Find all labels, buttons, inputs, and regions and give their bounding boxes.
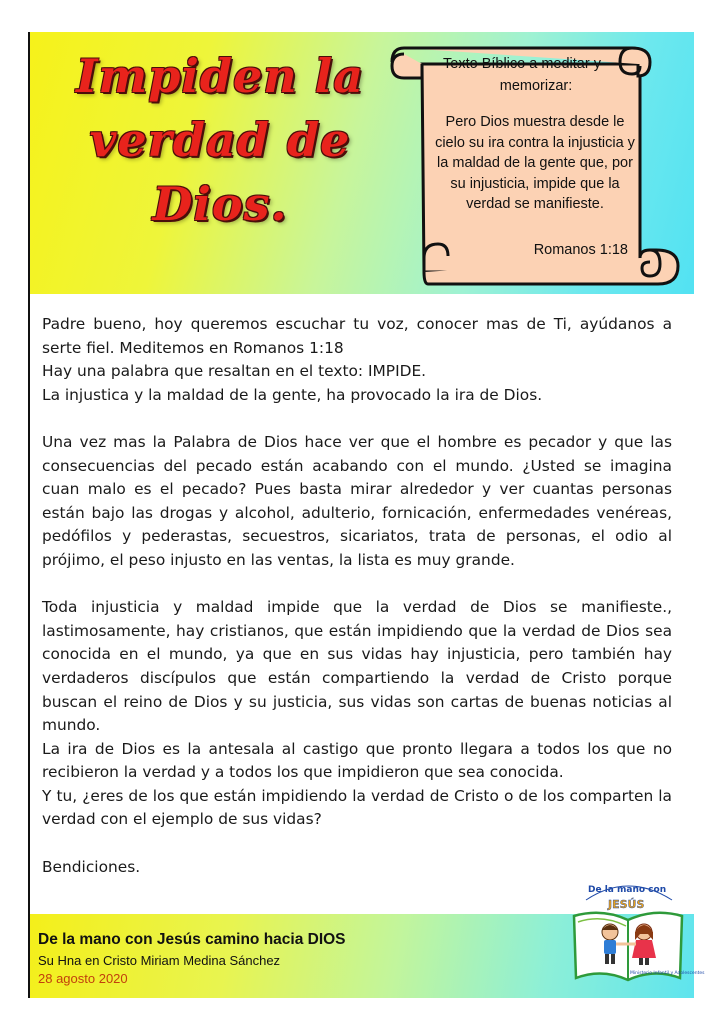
logo-side-text: Ministerio Infantil y Adolescentes: [630, 971, 705, 976]
title-line-2: verdad de: [89, 113, 351, 167]
paragraph-5: Y tu, ¿eres de los que están impidiendo la verdad de Cristo o de los comparten la verdad con el ejemplo de sus vidas?: [42, 786, 672, 829]
verse-heading-line-2: memorizar:: [499, 78, 573, 94]
intro-line-3: La injustica y la maldad de la gente, ha provocado la ira de Dios.: [42, 385, 543, 404]
footer-title: De la mano con Jesús camino hacia DIOS: [38, 931, 346, 948]
paragraph-3: Toda injusticia y maldad impide que la verdad de Dios se manifieste., lastimosamente, hay cristianos, que están impidiendo que la verdad de Dios sea conocida en el mundo, ya que en sus vidas hay injusticia, pero también hay verdaderos discípulos que están compartiendo la verdad de Cristo porque buscan el reino de Dios y su justicia, sus vidas son cartas de buenas noticias al mundo.: [42, 598, 672, 735]
footer-author: Su Hna en Cristo Miriam Medina Sánchez: [38, 953, 281, 968]
logo-top-text: De la mano con: [588, 885, 667, 895]
closing-text: Bendiciones.: [42, 857, 141, 876]
intro-line-1: Padre bueno, hoy queremos escuchar tu voz, conocer mas de Ti, ayúdanos a serte fiel. Meditemos en Romanos 1:18: [42, 315, 672, 357]
ministry-logo: [568, 870, 705, 988]
page-title: [50, 44, 390, 236]
intro-line-2: Hay una palabra que resaltan en el texto: IMPIDE.: [42, 362, 427, 381]
verse-reference: Romanos 1:18: [533, 242, 628, 258]
devotional-body: [42, 313, 672, 903]
paragraph-2: Una vez mas la Palabra de Dios hace ver que el hombre es pecador y que las consecuencias del pecado están acabando con el mundo. ¿Usted se imagina cuan malo es el pecado? Pues basta mirar alrededor y ver cuantas personas están bajo las drogas y alcohol, adulterio, fornicación, enfermedades venéreas, pedófilos y pederastas, secuestros, sicariatos, trata de personas, el odio al prójimo, el peso injusto en las ventas, la lista es muy grande.: [42, 432, 672, 569]
bible-verse-scroll: [388, 44, 684, 294]
title-line-3: Dios.: [152, 177, 288, 231]
verse-text: Pero Dios muestra desde le cielo su ira contra la injusticia y la maldad de la gente que, por su injusticia, impide que la verdad se manifieste.: [435, 114, 635, 212]
verse-heading-line-1: Texto Bíblico a meditar y: [443, 56, 601, 72]
children-book-logo-icon: [568, 870, 705, 988]
paragraph-4: La ira de Dios es la antesala al castigo que pronto llegara a todos los que no recibieron la verdad y a todos los que impidieron que sea conocida.: [42, 739, 672, 782]
footer-date: 28 agosto 2020: [38, 971, 128, 986]
logo-name: JESÚS: [608, 898, 645, 911]
title-line-1: Impiden la: [76, 49, 364, 103]
